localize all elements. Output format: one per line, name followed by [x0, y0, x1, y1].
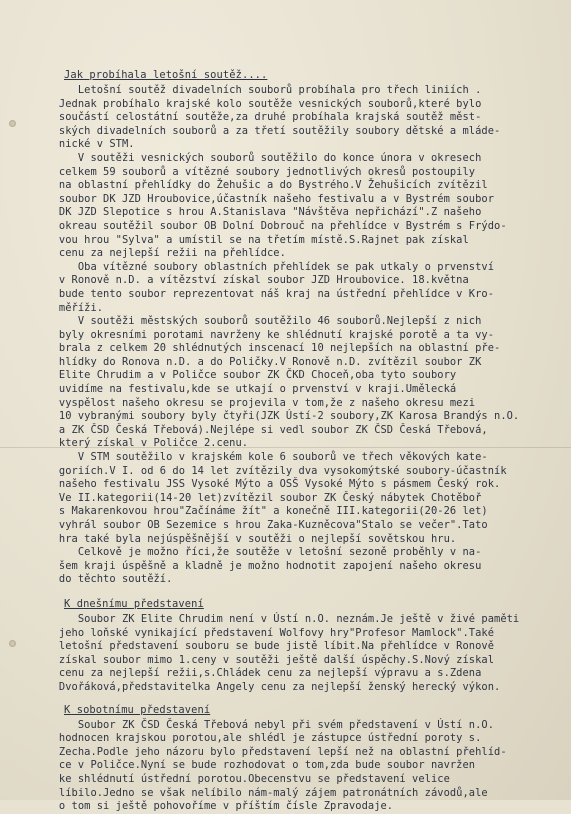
text-line: Soubor ZK Elite Chrudim není v Ústí n.O. neznám.Je ještě v živé paměti: [40, 612, 520, 625]
paragraph: [40, 451, 560, 587]
paragraph: [40, 152, 560, 261]
text-line: ských divadelních souborů a za třetí soutěžily soubory dětské a mláde-: [40, 124, 501, 137]
document-body: [40, 68, 560, 814]
paragraph: [40, 84, 560, 152]
text-line: Elite Chrudim a v Poličce soubor ZK ČKD Choceň,oba tyto soubory: [40, 369, 457, 382]
text-line: vyhrál soubor OB Sezemice s hrou Zaka-Kuzněcova"Stalo se večer".Tato: [40, 519, 488, 531]
text-line: letošní představení souboru se bude jistě líbit.Na přehlídce v Ronově: [40, 640, 495, 653]
text-line: DK JZD Slepotice s hrou A.Stanislava "Návštěva nepřichází".Z našeho: [40, 206, 482, 219]
text-line: Soubor ZK ČSD Česká Třebová nebyl při svém představení v Ústí n.O.: [40, 718, 495, 731]
text-line: cenu za nejlepší režii,s.Chládek cenu za nejlepší výpravu a s.Zdena: [40, 667, 482, 680]
text-line: Ve II.kategorii(14-20 let)zvítězil soubor ZK Český nábytek Chotěboř: [40, 491, 482, 504]
text-line: získal soubor mimo 1.ceny v soutěži ještě další úspěchy.S.Nový získal: [40, 653, 495, 666]
text-line: hra také byla nejúspěšnější v soutěži o nejlepší sovětskou hru.: [40, 532, 457, 545]
section-heading: K sobotnímu představení: [64, 703, 211, 716]
text-line: 10 vybranými soubory byly čtyři(JZK Ústí-2 soubory,ZK Karosa Brandýs n.O.: [40, 410, 520, 423]
text-line: nické v STM.: [40, 138, 135, 151]
text-line: vyspělost našeho okresu se projevila v tom,že z našeho okresu mezi: [40, 396, 476, 409]
text-line: Dvořáková,představitelka Angely cenu za nejlepší ženský herecký výkon.: [40, 680, 501, 693]
text-line: Zecha.Podle jeho názoru bylo představení lepší než na oblastní přehlíd-: [40, 745, 507, 758]
paragraph: [40, 613, 560, 695]
text-line: jeho loňské vynikající představení Wolfovy hry"Profesor Mamlock".Také: [40, 626, 495, 639]
section: [40, 703, 560, 814]
text-line: ce v Poličce.Nyní se bude rozhodovat o tom,zda bude soubor navržen: [40, 759, 476, 772]
text-line: bude tento soubor reprezentovat náš kraj na ústřední přehlídce v Kro-: [40, 287, 495, 300]
paragraph: [40, 315, 560, 451]
paragraph: [40, 261, 560, 315]
text-line: o tom si ještě pohovoříme v příštím čísle Zpravodaje.: [40, 800, 394, 813]
section-heading: Jak probíhala letošní soutěž....: [64, 69, 268, 81]
text-line: našeho festivalu JSS Vysoké Mýto a OSŠ Vysoké Mýto s pásmem Český rok.: [40, 478, 501, 491]
text-line: hlídky do Ronova n.D. a do Poličky.V Ronově n.D. zvítězil soubor ZK: [40, 355, 482, 368]
section: [40, 68, 560, 587]
punch-hole: [9, 120, 16, 127]
text-line: V STM soutěžilo v krajském kole 6 souborů ve třech věkových kate-: [40, 451, 488, 464]
section-heading: K dnešnímu představení: [64, 597, 204, 610]
text-line: Celkově je možno říci,že soutěže v letošní sezoně proběhly v na-: [40, 546, 482, 559]
section: [40, 597, 560, 695]
text-line: v Ronově n.D. a vítězství získal soubor JZD Hroubovice. 18.května: [40, 274, 469, 287]
text-line: byly okresními porotami navrženy ke shlédnutí krajské porotě a ta vy-: [40, 328, 495, 341]
text-line: brala z celkem 20 shlédnutých inscenací 10 nejlepších na oblastní pře-: [40, 342, 501, 355]
text-line: V soutěži vesnických souborů soutěžilo do konce února v okresech: [40, 151, 482, 164]
text-line: soubor DK JZD Hroubovice,účastník našeho festivalu a v Bystrém soubor: [40, 192, 495, 205]
paragraph: [40, 719, 560, 814]
text-line: součástí celostátní soutěže,za druhé probíhala krajská soutěž měst-: [40, 111, 482, 124]
text-line: goriích.V I. od 6 do 14 let zvítězily dva vysokomýtské soubory-účastník: [40, 464, 507, 477]
text-line: na oblastní přehlídky do Žehušic a do Bystrého.V Žehušicích zvítězil: [40, 179, 488, 192]
text-line: vou hrou "Sylva" a umístil se na třetím místě.S.Rajnet pak získal: [40, 233, 469, 246]
text-line: šem kraji úspěšně a kladně je možno hodnotit zapojení našeho okresu: [40, 559, 482, 572]
text-line: který získal v Poličce 2.cenu.: [40, 437, 249, 450]
text-line: s Makarenkovou hrou"Začínáme žít" a konečně III.kategorii(20-26 let): [40, 505, 488, 518]
text-line: měříži.: [40, 301, 104, 314]
text-line: V soutěži městských souborů soutěžilo 46 souborů.Nejlepší z nich: [40, 315, 482, 328]
text-line: a ZK ČSD Česká Třebová).Nejlépe si vedl soubor ZK ČSD Česká Třebová,: [40, 423, 488, 436]
text-line: ke shlédnutí ústřední porotou.Obecenstvu se představení velice: [40, 772, 450, 785]
text-line: hodnocen krajskou porotou,ale shlédl je zástupce ústřední poroty s.: [40, 732, 482, 745]
text-line: líbilo.Jedno se však nelíbilo nám-malý zájem patronátních závodů,ale: [40, 786, 488, 799]
text-line: cenu za nejlepší režii na přehlídce.: [40, 247, 286, 260]
text-line: okreau soutěžil soubor OB Dolní Dobrouč na přehlídce v Bystrém s Frýdo-: [40, 219, 507, 232]
punch-hole: [9, 640, 16, 647]
text-line: Oba vítězné soubory oblastních přehlídek se pak utkaly o prvenství: [40, 260, 495, 273]
text-line: do těchto soutěží.: [40, 573, 173, 586]
text-line: celkem 59 souborů a vítězné soubory jednotlivých okresů postoupily: [40, 165, 476, 178]
text-line: Letošní soutěž divadelních souborů probíhala pro třech liniích .: [40, 84, 482, 96]
text-line: uvidíme na festivalu,kde se utkají o prvenství v kraji.Umělecká: [40, 383, 457, 396]
text-line: Jednak probíhalo krajské kolo soutěže vesnických souborů,které bylo: [40, 97, 482, 110]
